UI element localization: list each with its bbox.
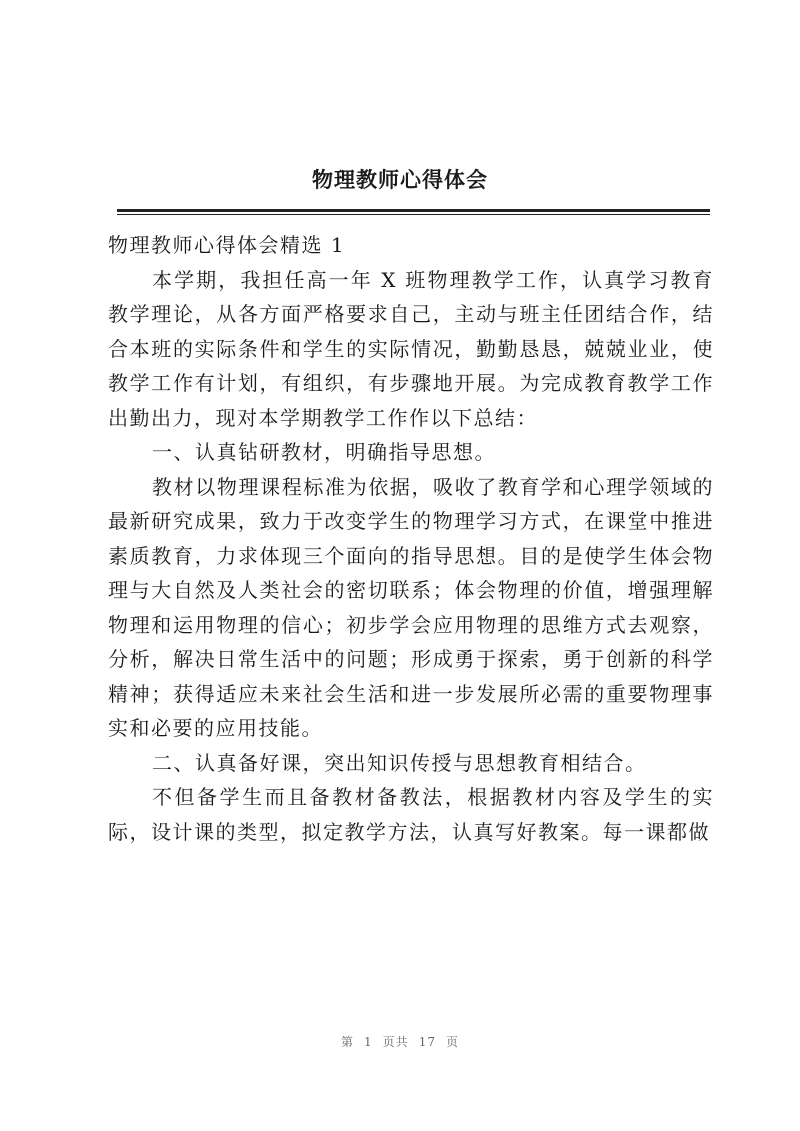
footer-mid: 页共: [382, 1035, 409, 1049]
section-heading: 一、认真钻研教材，明确指导思想。: [152, 440, 496, 464]
paragraph: 本学期，我担任高一年 X 班物理教学工作，认真学习教育教学理论，从各方面严格要求自己，主动与班主任团结合作，结合本班的实际条件和学生的实际情况，勤勤恳恳，兢兢业业，使教学工作有计划，有组织，有步骤地开展。为完成教育教学工作出勤出力，现对本学期教学工作作以下总结：: [108, 267, 714, 430]
title-divider-thin: [117, 214, 710, 215]
section-heading: 二、认真备好课，突出知识传授与思想教育相结合。: [152, 750, 647, 775]
title-divider: [117, 209, 710, 212]
page-title: 物理教师心得体会: [312, 167, 488, 192]
section-subtitle: 物理教师心得体会精选 1: [108, 233, 346, 257]
paragraph: 不但备学生而且备教材备教法，根据教材内容及学生的实际，设计课的类型，拟定教学方法，认真写好教案。每一课都做: [108, 785, 714, 844]
current-page-number: 1: [364, 1035, 373, 1049]
page-footer: [0, 1033, 800, 1050]
footer-prefix: 第: [341, 1035, 355, 1049]
paragraph: 教材以物理课程标准为依据，吸收了教育学和心理学领域的最新研究成果，致力于改变学生的物理学习方式，在课堂中推进素质教育，力求体现三个面向的指导思想。目的是使学生体会物理与大自然及人类社会的密切联系；体会物理的价值，增强理解物理和运用物理的信心；初步学会应用物理的思维方式去观察，分析，解决日常生活中的问题；形成勇于探索，勇于创新的科学精神；获得适应未来社会生活和进一步发展所必需的重要物理事实和必要的应用技能。: [108, 474, 714, 740]
document-body: [108, 228, 714, 849]
total-pages-number: 17: [418, 1035, 436, 1049]
footer-suffix: 页: [445, 1035, 459, 1049]
